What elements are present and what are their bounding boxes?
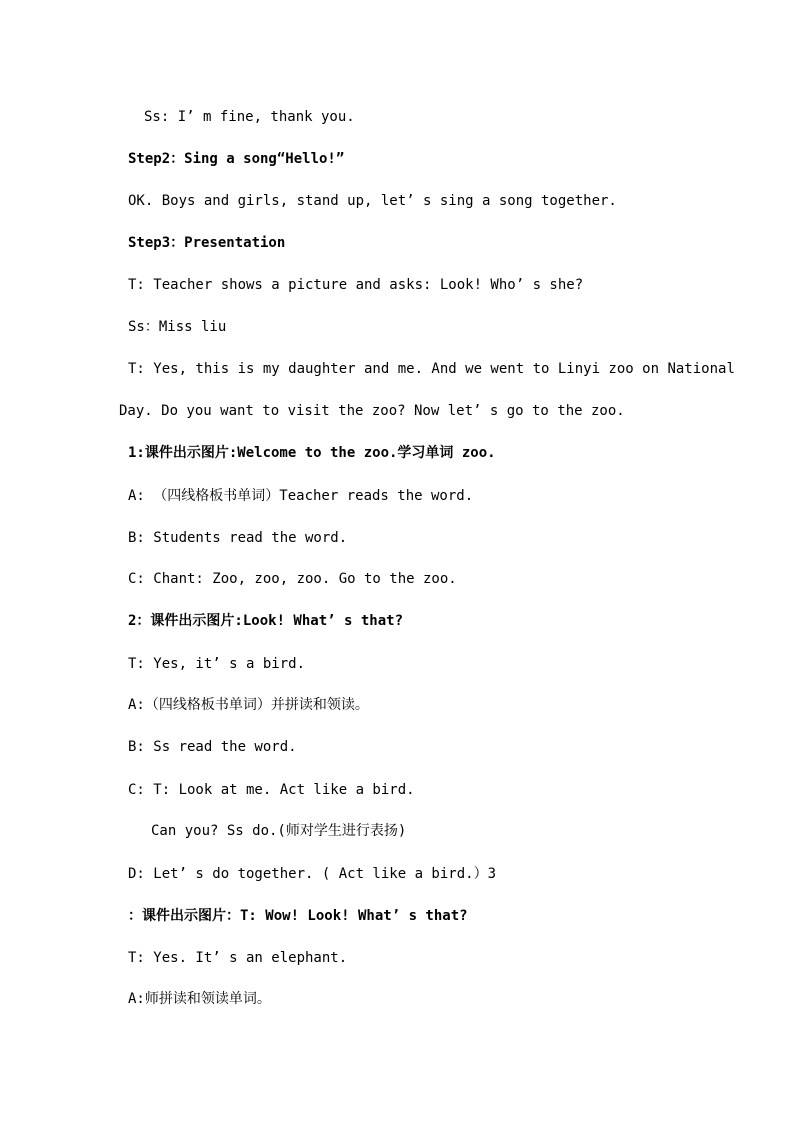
item-b-ss-read: B: Ss read the word. (128, 739, 297, 755)
dialogue-line-teacher-zoo-cont: Day. Do you want to visit the zoo? Now let’ s go to the zoo. (119, 403, 625, 419)
step2-heading: Step2：Sing a song“Hello!” (128, 151, 345, 167)
item-c-can-you: Can you? Ss do.(师对学生进行表扬) (151, 823, 407, 839)
item-b-students-read: B: Students read the word. (128, 530, 348, 546)
section-3-heading: ：课件出示图片：T: Wow! Look! What’ s that? (128, 908, 468, 924)
step3-heading: Step3：Presentation (128, 235, 286, 251)
dialogue-line-ss-fine: Ss: I’ m fine, thank you. (144, 109, 355, 125)
section-2-heading: 2：课件出示图片:Look! What’ s that? (128, 613, 404, 629)
item-a-teacher-reads: A: （四线格板书单词）Teacher reads the word. (128, 488, 474, 504)
item-a-teacher-spell: A:师拼读和领读单词。 (128, 991, 271, 1007)
dialogue-line-elephant: T: Yes. It’ s an elephant. (128, 950, 348, 966)
dialogue-line-ss-miss-liu: Ss：Miss liu (128, 319, 227, 335)
dialogue-line-teacher-picture: T: Teacher shows a picture and asks: Look! Who’ s she? (128, 277, 584, 293)
item-c-chant: C: Chant: Zoo, zoo, zoo. Go to the zoo. (128, 571, 457, 587)
item-d-do-together: D: Let’ s do together. ( Act like a bird.）3 (128, 866, 497, 882)
dialogue-line-bird: T: Yes, it’ s a bird. (128, 656, 306, 672)
item-a-spell-read: A:（四线格板书单词）并拼读和领读。 (128, 697, 369, 713)
instruction-line-sing: OK. Boys and girls, stand up, let’ s sing a song together. (128, 193, 617, 209)
item-c-act-bird: C: T: Look at me. Act like a bird. (128, 782, 415, 798)
section-1-heading: 1:课件出示图片:Welcome to the zoo.学习单词 zoo. (128, 445, 496, 461)
dialogue-line-teacher-zoo: T: Yes, this is my daughter and me. And we went to Linyi zoo on National (128, 361, 735, 377)
